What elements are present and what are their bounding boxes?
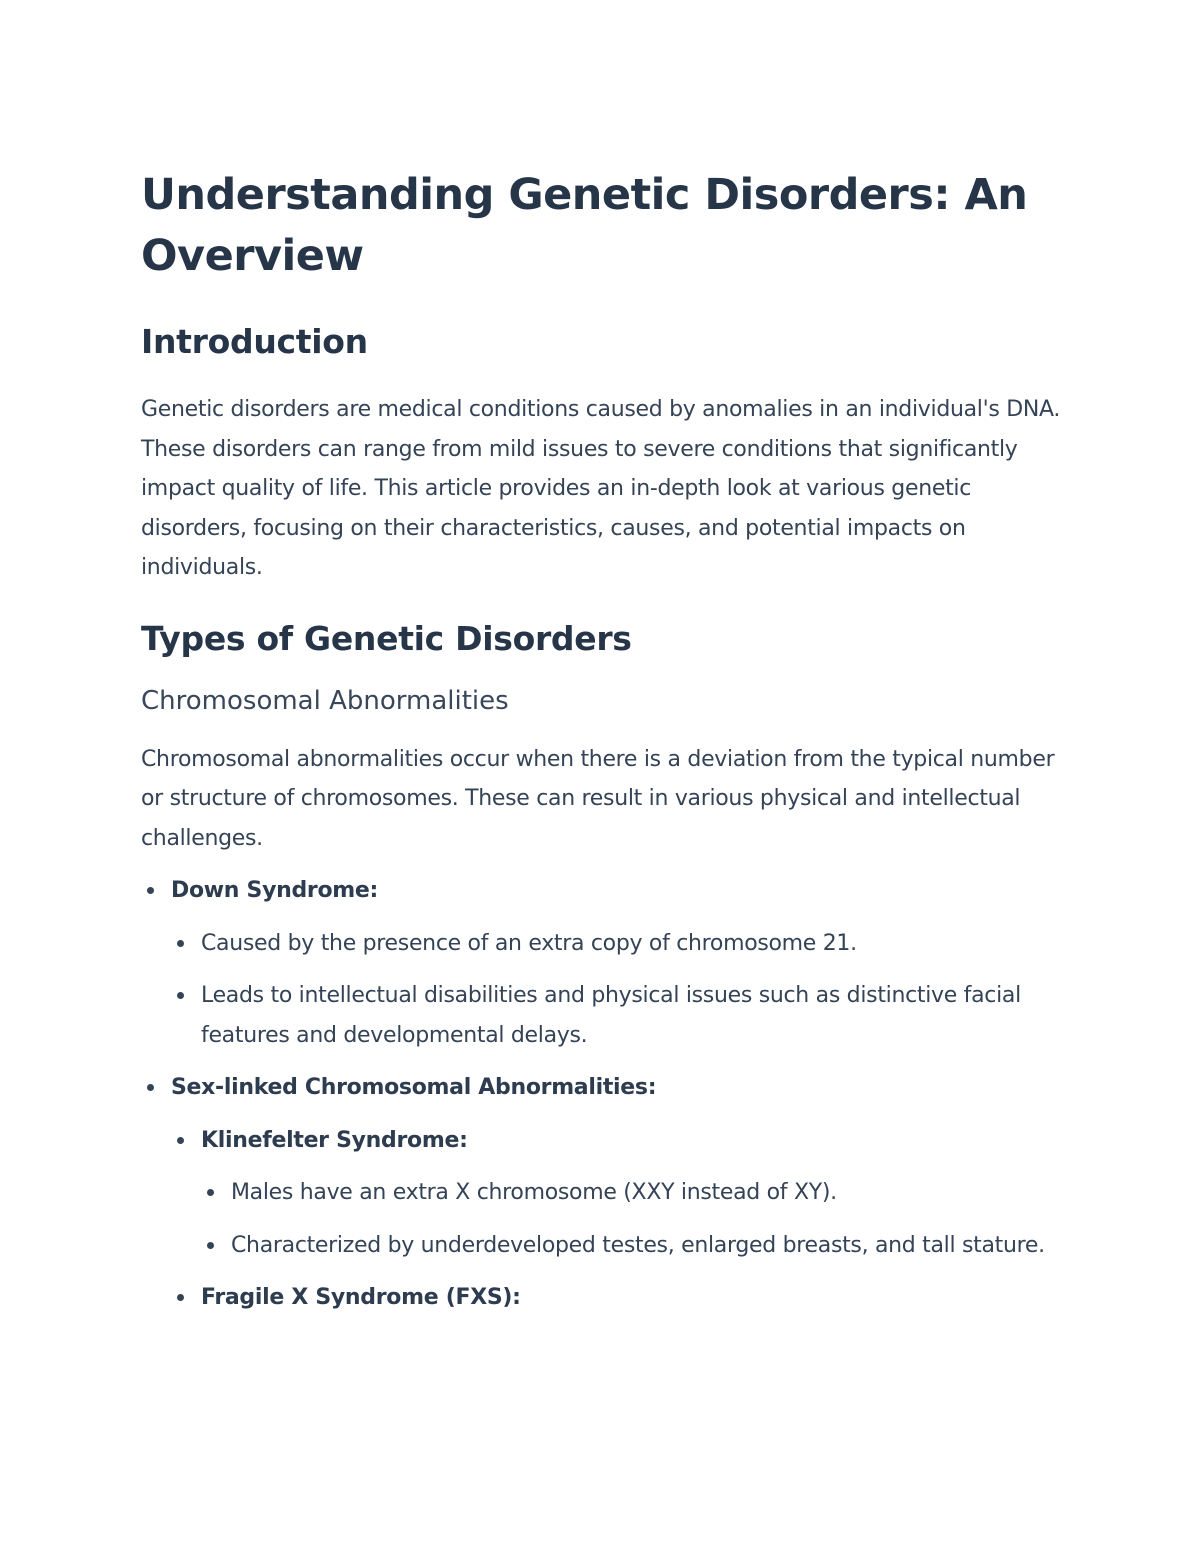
bullet-icon bbox=[147, 887, 154, 894]
klinefelter-point-text: Characterized by underdeveloped testes, enlarged breasts, and tall stature. bbox=[231, 1232, 1045, 1258]
list-item bbox=[201, 976, 1061, 1055]
list-item bbox=[201, 924, 1061, 964]
bullet-icon bbox=[177, 1294, 184, 1301]
bullet-icon bbox=[177, 1137, 184, 1144]
list-item bbox=[231, 1173, 1061, 1213]
list-item bbox=[231, 1226, 1061, 1266]
list-item-sex-linked bbox=[171, 1068, 1061, 1318]
chromosomal-paragraph: Chromosomal abnormalities occur when there is a deviation from the typical number or structure of chromosomes. These can result in various physical and intellectual challenges. bbox=[141, 746, 1055, 851]
document-page bbox=[141, 165, 1061, 1318]
down-point-text: Caused by the presence of an extra copy of chromosome 21. bbox=[201, 930, 857, 956]
disorder-list bbox=[141, 871, 1061, 1318]
bullet-icon bbox=[177, 992, 184, 999]
list-item-fragile-x bbox=[201, 1278, 1061, 1318]
chromosomal-heading: Chromosomal Abnormalities bbox=[141, 685, 509, 716]
bullet-icon bbox=[207, 1242, 214, 1249]
bullet-icon bbox=[177, 940, 184, 947]
types-heading: Types of Genetic Disorders bbox=[141, 618, 632, 658]
introduction-paragraph: Genetic disorders are medical conditions caused by anomalies in an individual's DNA. These disorders can range from mild issues to severe conditions that significantly impact quality of life. This article provides an in-depth look at various genetic disorders, focusing on their characteristics, causes, and potential impacts on individuals. bbox=[141, 397, 1061, 580]
fragile-x-label: Fragile X Syndrome (FXS): bbox=[201, 1285, 521, 1310]
document-title: Understanding Genetic Disorders: An Overview bbox=[141, 170, 1028, 281]
sex-linked-label: Sex-linked Chromosomal Abnormalities: bbox=[171, 1075, 657, 1100]
klinefelter-label: Klinefelter Syndrome: bbox=[201, 1127, 468, 1153]
klinefelter-points bbox=[201, 1173, 1061, 1265]
sex-linked-points bbox=[171, 1121, 1061, 1318]
down-syndrome-points bbox=[171, 924, 1061, 1056]
down-point-text: Leads to intellectual disabilities and physical issues such as distinctive facial features and developmental delays. bbox=[201, 983, 1021, 1048]
list-item-klinefelter bbox=[201, 1121, 1061, 1266]
down-syndrome-label: Down Syndrome: bbox=[171, 878, 379, 903]
bullet-icon bbox=[147, 1084, 154, 1091]
bullet-icon bbox=[207, 1189, 214, 1196]
list-item-down-syndrome bbox=[171, 871, 1061, 1055]
introduction-heading: Introduction bbox=[141, 322, 368, 361]
klinefelter-point-text: Males have an extra X chromosome (XXY instead of XY). bbox=[231, 1180, 837, 1205]
